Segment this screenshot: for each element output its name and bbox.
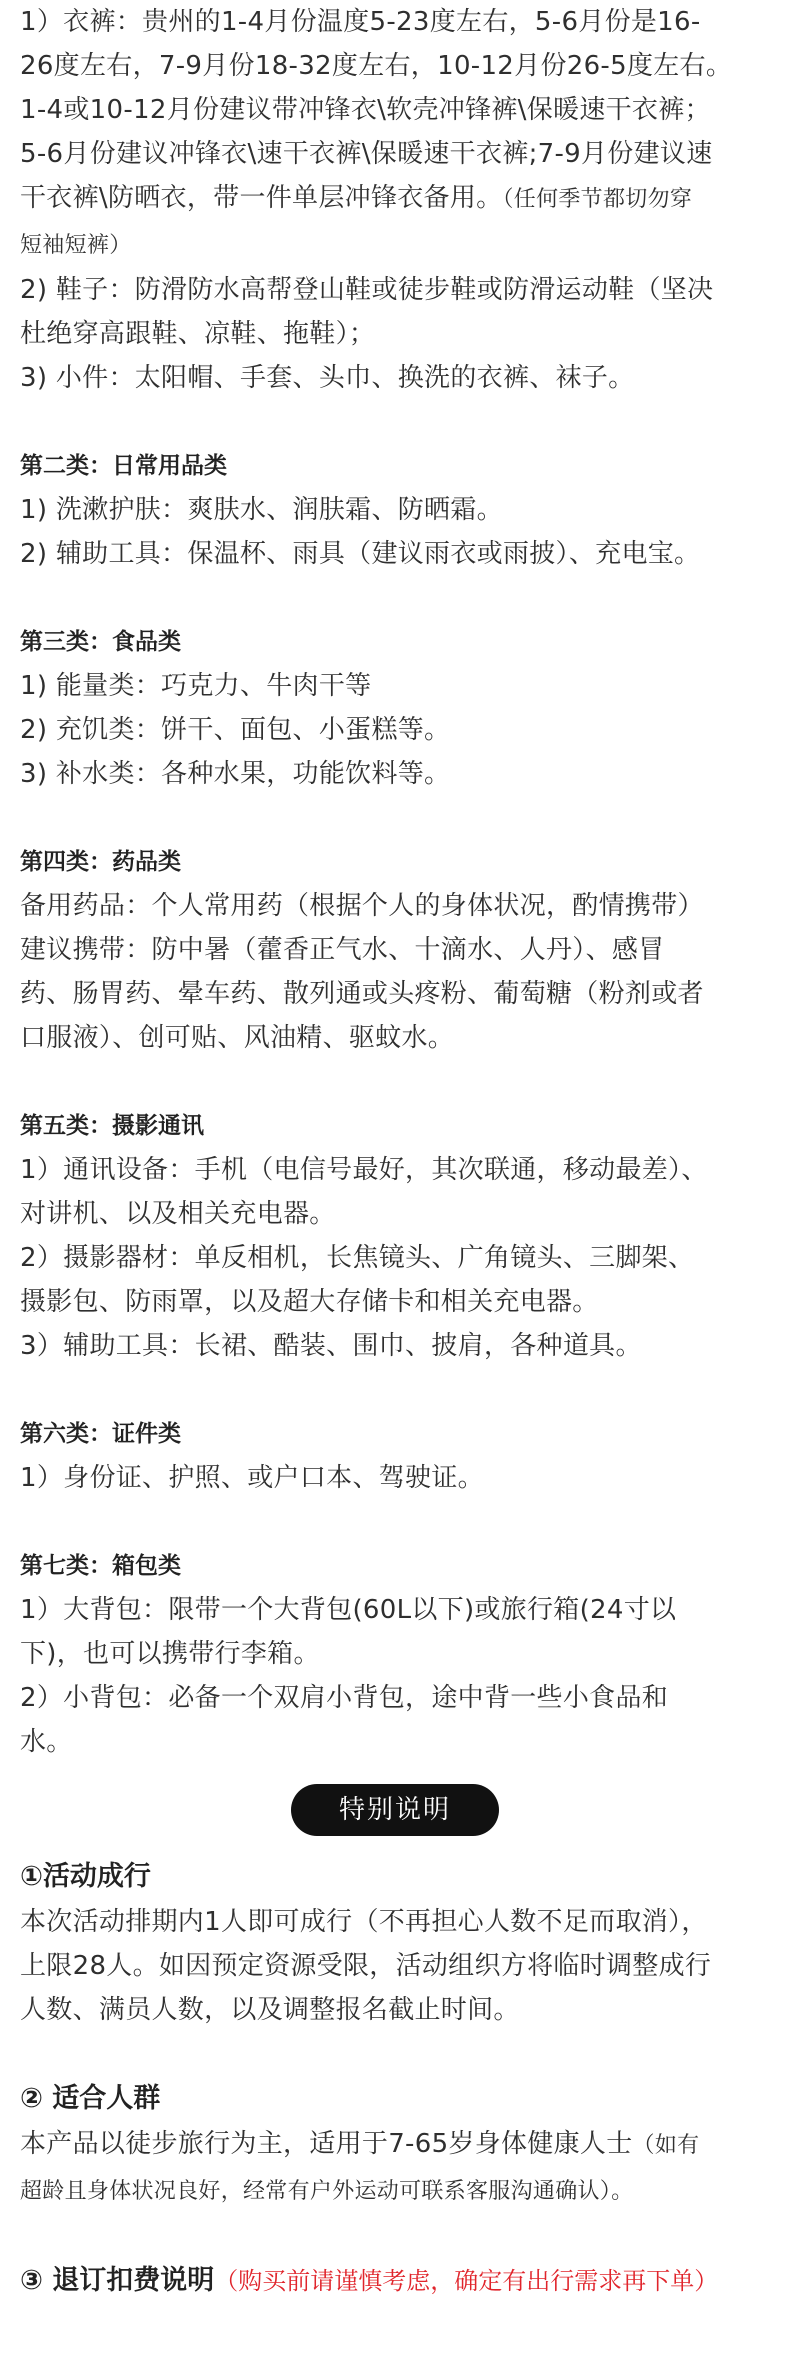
food-heading: 第三类：食品类	[20, 629, 181, 655]
special-notes-badge-wrap	[20, 1784, 770, 1836]
spacer	[20, 1368, 770, 1412]
refund-heading-line	[20, 2258, 770, 2304]
bags-line-4: 水。	[20, 1727, 73, 1757]
daily-line-1: 1) 洗漱护肤：爽肤水、润肤霜、防晒霜。	[20, 495, 503, 525]
audience-heading: ② 适合人群	[20, 2083, 161, 2114]
spacer	[20, 1060, 770, 1104]
shoes-line-2: 杜绝穿高跟鞋、凉鞋、拖鞋）；	[20, 319, 376, 349]
small-items-line: 3) 小件：太阳帽、手套、头巾、换洗的衣裤、袜子。	[20, 363, 635, 393]
photo-heading: 第五类：摄影通讯	[20, 1113, 204, 1139]
daily-heading: 第二类：日常用品类	[20, 453, 227, 479]
spacer	[20, 576, 770, 620]
clothing-line-6	[20, 222, 770, 268]
audience-line-1-text: 本产品以徒步旅行为主，适用于7-65岁身体健康人士	[20, 2129, 633, 2159]
audience-line-2	[20, 2168, 770, 2214]
medicine-heading: 第四类：药品类	[20, 849, 181, 875]
medicine-line-1: 备用药品：个人常用药（根据个人的身体状况，酌情携带）	[20, 891, 704, 921]
photo-line-5: 3）辅助工具：长裙、酷装、围巾、披肩，各种道具。	[20, 1331, 642, 1361]
activity-line-3: 人数、满员人数，以及调整报名截止时间。	[20, 1995, 520, 2025]
clothing-line-3: 1-4或10-12月份建议带冲锋衣\软壳冲锋裤\保暖速干衣裤；	[20, 95, 711, 125]
photo-line-2: 对讲机、以及相关充电器。	[20, 1199, 336, 1229]
audience-line-1-note: （如有	[632, 2133, 700, 2158]
photo-line-3: 2）摄影器材：单反相机，长焦镜头、广角镜头、三脚架、	[20, 1243, 695, 1273]
bags-line-3: 2）小背包：必备一个双肩小背包，途中背一些小食品和	[20, 1683, 669, 1713]
photo-line-1: 1）通讯设备：手机（电信号最好，其次联通，移动最差）、	[20, 1155, 708, 1185]
bags-line-1: 1）大背包：限带一个大背包(60L以下)或旅行箱(24寸以	[20, 1595, 677, 1625]
clothing-line-5-note: （任何季节都切勿穿	[502, 187, 693, 212]
special-notes-badge: 特别说明	[291, 1784, 499, 1836]
spacer	[20, 2214, 770, 2258]
photo-line-4: 摄影包、防雨罩，以及超大存储卡和相关充电器。	[20, 1287, 599, 1317]
clothing-line-5-text: 干衣裤\防晒衣，带一件单层冲锋衣备用。	[20, 183, 503, 213]
food-line-2: 2) 充饥类：饼干、面包、小蛋糕等。	[20, 715, 451, 745]
spacer	[20, 1500, 770, 1544]
daily-line-2: 2) 辅助工具：保温杯、雨具（建议雨衣或雨披）、充电宝。	[20, 539, 701, 569]
medicine-line-3: 药、肠胃药、晕车药、散列通或头疼粉、葡萄糖（粉剂或者	[20, 979, 704, 1009]
refund-warning-note: （购买前请谨慎考虑，确定有出行需求再下单）	[214, 2267, 719, 2295]
food-line-1: 1) 能量类：巧克力、牛肉干等	[20, 671, 372, 701]
spacer	[20, 2032, 770, 2076]
shoes-line-1: 2) 鞋子：防滑防水高帮登山鞋或徒步鞋或防滑运动鞋（坚决	[20, 275, 714, 305]
clothing-line-5	[20, 176, 770, 222]
activity-line-1: 本次活动排期内1人即可成行（不再担心人数不足而取消），	[20, 1907, 708, 1937]
spacer	[20, 796, 770, 840]
clothing-line-6-note: 短袖短裤）	[20, 233, 132, 258]
clothing-line-1: 1）衣裤：贵州的1-4月份温度5-23度左右，5-6月份是16-	[20, 7, 701, 37]
documents-line-1: 1）身份证、护照、或户口本、驾驶证。	[20, 1463, 484, 1493]
clothing-line-4: 5-6月份建议冲锋衣\速干衣裤\保暖速干衣裤;7-9月份建议速	[20, 139, 713, 169]
medicine-line-2: 建议携带：防中暑（藿香正气水、十滴水、人丹）、感冒	[20, 935, 665, 965]
spacer	[20, 400, 770, 444]
clothing-line-2: 26度左右，7-9月份18-32度左右，10-12月份26-5度左右。	[20, 51, 733, 81]
bags-line-2: 下)，也可以携带行李箱。	[20, 1639, 320, 1669]
food-line-3: 3) 补水类：各种水果，功能饮料等。	[20, 759, 451, 789]
documents-heading: 第六类：证件类	[20, 1421, 181, 1447]
audience-line-2-note: 超龄且身体状况良好，经常有户外运动可联系客服沟通确认）。	[20, 2179, 634, 2204]
medicine-line-4: 口服液）、创可贴、风油精、驱蚊水。	[20, 1023, 455, 1053]
bags-heading: 第七类：箱包类	[20, 1553, 181, 1579]
audience-line-1	[20, 2122, 770, 2168]
activity-line-2: 上限28人。如因预定资源受限，活动组织方将临时调整成行	[20, 1951, 712, 1981]
activity-heading: ①活动成行	[20, 1861, 151, 1892]
refund-heading: ③ 退订扣费说明	[20, 2265, 215, 2296]
